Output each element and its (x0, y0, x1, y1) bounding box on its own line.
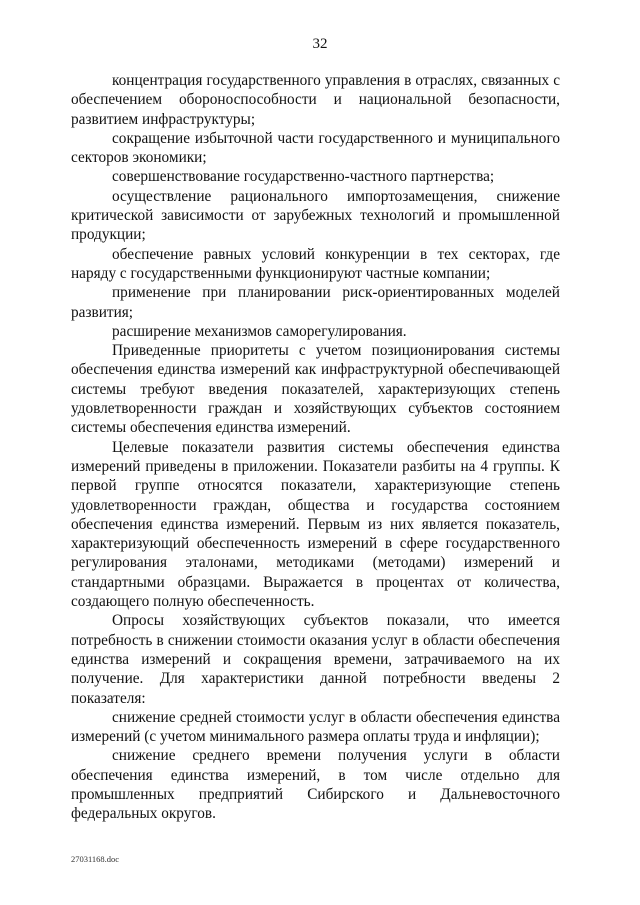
paragraph: Приведенные приоритеты с учетом позиционирования системы обеспечения единства измерений как инфраструктурной обеспечивающей системы требуют введения показателей, характеризующих степень удовлетворенности граждан и хозяйствующих субъектов состоянием системы обеспечения единства измерений. (71, 342, 560, 437)
paragraph: совершенствование государственно-частного партнерства; (112, 168, 495, 186)
paragraph: снижение среднего времени получения услуги в области обеспечения единства измерений, в том числе отдельно для промышленных предприятий Сибирского и Дальневосточного федеральных округов. (71, 747, 560, 823)
paragraph: расширение механизмов саморегулирования. (112, 322, 407, 340)
paragraph: Опросы хозяйствующих субъектов показали, что имеется потребность в снижении стоимости оказания услуг в области обеспечения единства измерений и сокращения времени, затрачиваемого на их получение. Для характеристики данной потребности введены 2 показателя: (71, 612, 560, 707)
paragraph: снижение средней стоимости услуг в области обеспечения единства измерений (с учетом минимального размера оплаты труда и инфляции); (71, 708, 560, 746)
document-footer: 27031168.doc (71, 854, 120, 864)
paragraph: сокращение избыточной части государственного и муниципального секторов экономики; (71, 129, 560, 167)
paragraph: концентрация государственного управления в отраслях, связанных с обеспечением обороноспособности и национальной безопасности, развитием инфраструктуры; (71, 72, 560, 128)
paragraph: применение при планировании риск-ориентированных моделей развития; (71, 284, 560, 321)
paragraph: Целевые показатели развития системы обеспечения единства измерений приведены в приложении. Показатели разбиты на 4 группы. К первой группе относятся показатели, характеризующие степень удовлетворенности граждан, общества и государства состоянием обеспечения единства измерений. Первым из них является показатель, характеризующий обеспеченность измерений в сфере государственного регулирования эталонами, методиками (методами) измерений и стандартными образцами. Выражается в процентах от количества, создающего полную обеспеченность. (71, 438, 560, 611)
page-number: 32 (312, 36, 328, 52)
paragraph: осуществление рационального импортозамещения, снижение критической зависимости от зарубежных технологий и промышленной продукции; (71, 187, 560, 244)
paragraph: обеспечение равных условий конкуренции в тех секторах, где наряду с государственными функционируют частные компании; (71, 245, 560, 282)
document-body (71, 71, 560, 824)
